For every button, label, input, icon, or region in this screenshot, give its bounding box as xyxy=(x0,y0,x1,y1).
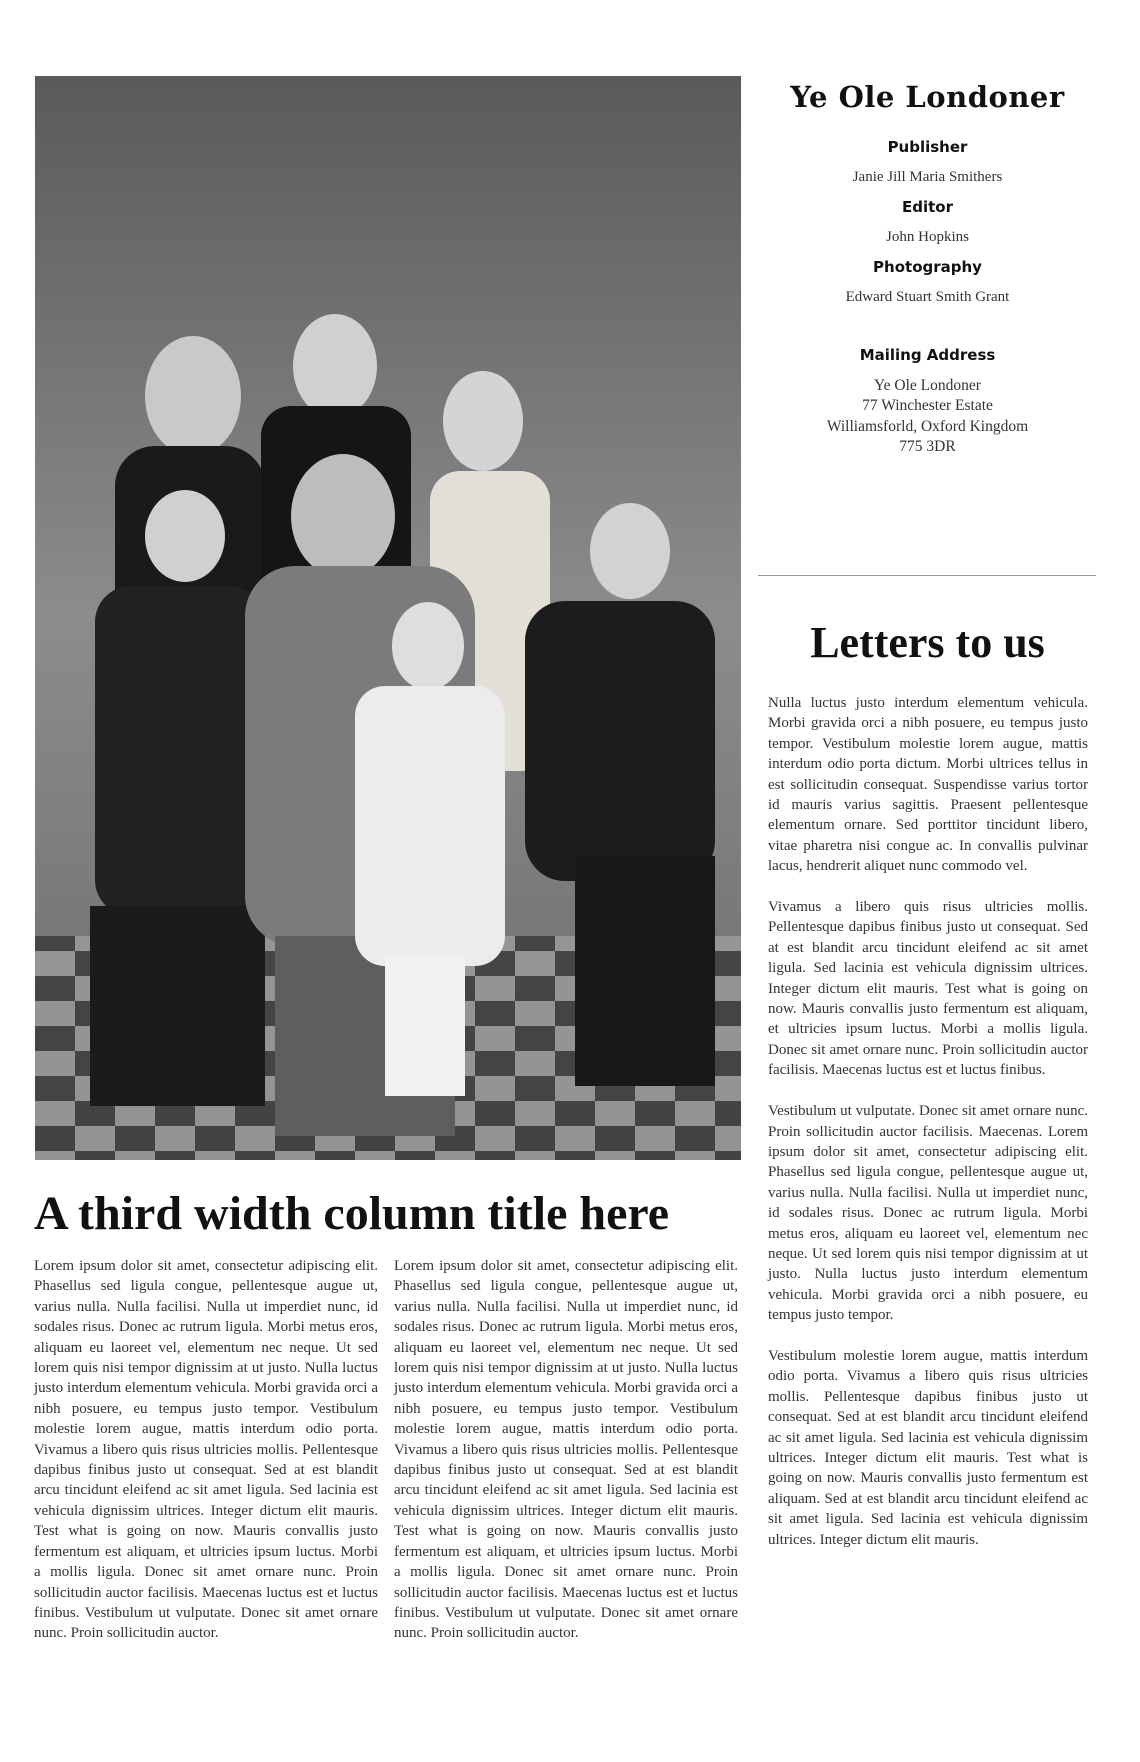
mailing-address-line: Williamsforld, Oxford Kingdom xyxy=(826,417,1029,435)
section-divider xyxy=(758,575,1096,576)
editor-name: John Hopkins xyxy=(886,228,969,245)
family-portrait-photo xyxy=(35,76,741,1160)
photography-label: Photography xyxy=(873,257,982,276)
mailing-address-label: Mailing Address xyxy=(859,345,996,364)
letters-paragraph: Vivamus a libero quis risus ultricies mollis. Pellentesque dapibus finibus justo ut consequat. Sed at est blandit arcu tincidunt eleifend ac sit amet ligula. Sed lacinia est vehicula dignissim ultrices. Integer dictum elit mauris. Test what is going on now. Mauris convallis justo fermentum est aliquam, et ultricies ipsum luctus. Morbi a mollis ligula. Donec sit amet ornare nunc. Proin sollicitudin auctor facilisis. Maecenas luctus est et luctus finibus. xyxy=(768,899,1088,1079)
article-paragraph: Lorem ipsum dolor sit amet, consectetur adipiscing elit. Phasellus sed ligula congue, pellentesque augue ut, varius nulla. Nulla facilisi. Nulla ut imperdiet nunc, id sodales risus. Donec ac rutrum ligula. Morbi metus eros, aliquam eu laoreet vel, elementum nec neque. Ut sed lorem quis nisi tempor dignissim at ut justo. Nulla luctus justo interdum elementum vehicula. Morbi gravida orci a nibh posuere, eu tempus justo tempor. Vestibulum molestie lorem augue, mattis interdum odio porta. Vivamus a libero quis risus ultricies mollis. Pellentesque dapibus finibus justo ut consequat. Sed at est blandit arcu tincidunt eleifend ac sit amet ligula. Sed lacinia est vehicula dignissim ultrices. Integer dictum elit mauris. Test what is going on now. Mauris convallis justo fermentum est aliquam, et ultricies ipsum luctus. Morbi a mollis ligula. Donec sit amet ornare nunc. Proin sollicitudin auctor facilisis. Maecenas luctus est et luctus finibus. Vestibulum ut vulputate. Donec sit amet ornare nunc. Proin sollicitudin auctor. xyxy=(394,1258,738,1642)
article-paragraph: Lorem ipsum dolor sit amet, consectetur adipiscing elit. Phasellus sed ligula congue, pellentesque augue ut, varius nulla. Nulla facilisi. Nulla ut imperdiet nunc, id sodales risus. Donec ac rutrum ligula. Morbi metus eros, aliquam eu laoreet vel, elementum nec neque. Ut sed lorem quis nisi tempor dignissim at ut justo. Nulla luctus justo interdum elementum vehicula. Morbi gravida orci a nibh posuere, eu tempus justo tempor. Vestibulum molestie lorem augue, mattis interdum odio porta. Vivamus a libero quis risus ultricies mollis. Pellentesque dapibus finibus justo ut consequat. Sed at est blandit arcu tincidunt eleifend ac sit amet ligula. Sed lacinia est vehicula dignissim ultrices. Integer dictum elit mauris. Test what is going on now. Mauris convallis justo fermentum est aliquam, et ultricies ipsum luctus. Morbi a mollis ligula. Donec sit amet ornare nunc. Proin sollicitudin auctor facilisis. Maecenas luctus est et luctus finibus. Vestibulum ut vulputate. Donec sit amet ornare nunc. Proin sollicitudin auctor. xyxy=(34,1258,378,1642)
family-portrait-illustration xyxy=(35,76,741,1160)
letters-title: Letters to us xyxy=(810,618,1045,667)
mailing-address-line: 775 3DR xyxy=(899,438,956,456)
mailing-address-line: 77 Winchester Estate xyxy=(862,397,993,415)
paper-name: Ye Ole Londoner xyxy=(790,80,1065,114)
publisher-name: Janie Jill Maria Smithers xyxy=(852,168,1003,185)
mailing-address-line: Ye Ole Londoner xyxy=(874,376,981,394)
masthead xyxy=(760,76,1095,458)
article-column-1 xyxy=(34,1256,378,1664)
photography-name: Edward Stuart Smith Grant xyxy=(845,288,1010,305)
article-title: A third width column title here xyxy=(34,1187,670,1240)
editor-label: Editor xyxy=(902,197,953,216)
publisher-label: Publisher xyxy=(887,137,968,156)
letters-paragraph: Vestibulum molestie lorem augue, mattis interdum odio porta. Vivamus a libero quis risus ultricies mollis. Pellentesque dapibus finibus justo ut consequat. Sed at est blandit arcu tincidunt eleifend ac sit amet ligula. Sed lacinia est vehicula dignissim ultrices. Integer dictum elit mauris. Test what is going on now. Mauris convallis justo fermentum est aliquam. Sed at est blandit arcu tincidunt eleifend ac sit amet ligula. Sed lacinia est vehicula dignissim ultrices. Integer dictum elit mauris. xyxy=(768,1347,1088,1548)
article-column-2 xyxy=(394,1256,738,1664)
letters-paragraph: Vestibulum ut vulputate. Donec sit amet ornare nunc. Proin sollicitudin auctor facilisis. Maecenas. Lorem ipsum dolor sit amet, consectetur adipiscing elit. Phasellus sed ligula congue, pellentesque augue ut, varius nulla. Nulla facilisi. Nulla ut imperdiet nunc, id sodales risus. Donec ac rutrum ligula. Morbi metus eros, aliquam eu laoreet vel, elementum nec neque. Ut sed lorem quis nisi tempor dignissim at ut justo. Nulla luctus justo interdum elementum vehicula. Morbi gravida orci a nibh posuere, eu tempus justo tempor. xyxy=(768,1103,1088,1324)
letters-body xyxy=(768,693,1088,1570)
letters-paragraph: Nulla luctus justo interdum elementum vehicula. Morbi gravida orci a nibh posuere, eu tempus justo tempor. Vestibulum molestie lorem augue, mattis interdum odio porta dictum. Morbi ultrices tellus in est sollicitudin consequat. Suspendisse varius tortor id mauris varius sagittis. Praesent pellentesque elementum ornare. Sed porttitor tincidunt libero, vitae pharetra nisi congue ac. In convallis pulvinar lacus, hendrerit aliquet nunc commodo vel. xyxy=(768,695,1088,875)
